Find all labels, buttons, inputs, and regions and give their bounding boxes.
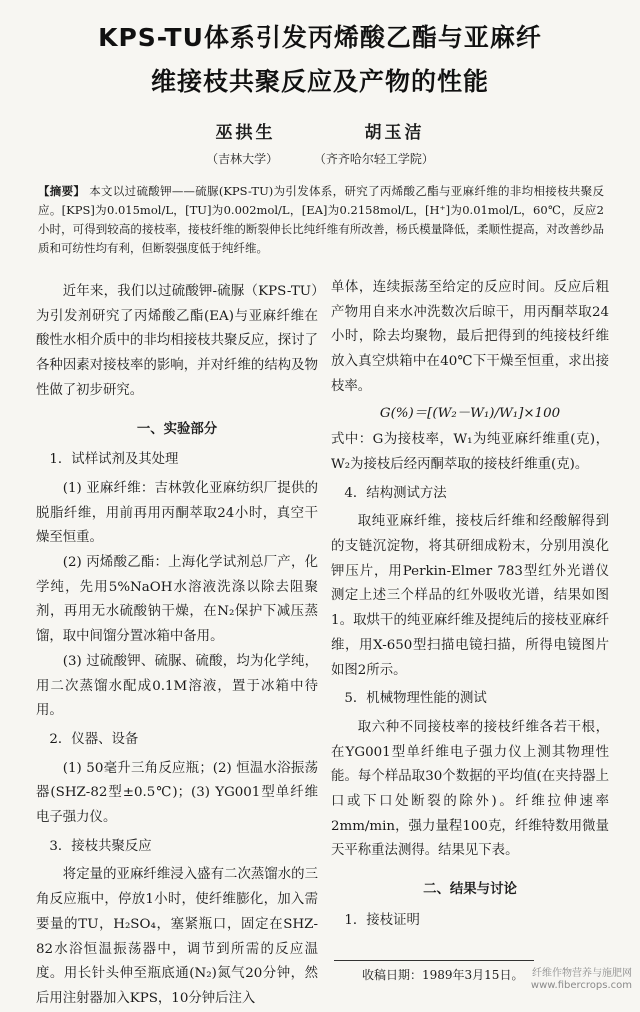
subsection-heading-5: 5．机械物理性能的测试	[344, 691, 487, 707]
watermark-line-2: www.fibercrops.com	[530, 980, 632, 991]
section-heading-results: 二、结果与讨论	[423, 882, 517, 898]
affiliation-2: （齐齐哈尔轻工学院）	[313, 152, 434, 166]
footnote-rule	[334, 960, 534, 961]
abstract-text: 本文以过硫酸钾——硫脲(KPS-TU)为引发体系，研究了丙烯酸乙酯与亚麻纤维的非均相接枝共聚反应。[KPS]为0.015mol/L，[TU]为0.002mol/L，[EA]为0.2158mol/L，[H⁺]为0.01mol/L，60℃，反应2小时，可得到较高的接枝率，接枝纤维的断裂伸长比纯纤维有所改善，杨氏模量降低，柔顺性提高，对改善纱品质和可纺性均有利，但断裂强度低于纯纤维。	[38, 184, 605, 255]
affiliation-1: （吉林大学）	[206, 152, 279, 166]
subsection-heading-6: 1．接枝证明	[344, 912, 420, 928]
paragraph-ethyl-acrylate: (2) 丙烯酸乙酯：上海化学试剂总厂产，化学纯，先用5%NaOH水溶液洗涤以除去阻聚剂，再用无水硫酸钠干燥，在N₂保护下减压蒸馏，取中间馏分置冰箱中备用。	[36, 555, 318, 645]
authors	[0, 118, 640, 143]
abstract	[38, 182, 604, 258]
formula-explanation: 式中：G为接枝率，W₁为纯亚麻纤维重(克)，W₂为接枝后经丙酮萃取的接枝纤维重(克)。	[331, 432, 609, 472]
title-line-2: 维接枝共聚反应及产物的性能	[150, 67, 489, 96]
author-1: 巫拱生	[215, 123, 276, 143]
paragraph-structure-test: 取纯亚麻纤维，接枝后纤维和经酸解得到的支链沉淀物，将其研细成粉末，分别用溴化钾压片，用Perkin-Elmer 783型红外光谱仪测定上述三个样品的红外吸收光谱，结果如图1。取烘干的纯亚麻纤维及提纯后的接枝亚麻纤维，用X-650型扫描电镜扫描，所得电镜图片如图2所示。	[331, 514, 609, 678]
subsection-heading-3: 3．接枝共聚反应	[49, 838, 152, 854]
paragraph-instruments: (1) 50毫升三角反应瓶；(2) 恒温水浴振荡器(SHZ-82型±0.5℃)；(3) YG001型单纤维电子强力仪。	[36, 760, 318, 826]
abstract-label: 【摘要】	[38, 184, 86, 198]
subsection-heading-2: 2．仪器、设备	[49, 731, 139, 747]
subsection-heading-4: 4．结构测试方法	[344, 485, 447, 501]
paragraph-mechanical-test: 取六种不同接枝率的接枝纤维各若干根，在YG001型单纤维电子强力仪上测其物理性能。每个样品取30个数据的平均值(在夹持器上口或下口处断裂的除外)。纤维拉伸速率2mm/min，强力量程100克，纤维特数用微量天平称重法测得。结果见下表。	[331, 719, 609, 859]
right-column	[331, 276, 609, 938]
subsection-heading-1: 1．试样试剂及其处理	[49, 452, 179, 468]
grafting-formula: G(%)＝[(W₂－W₁)/W₁]×100	[379, 405, 561, 421]
paragraph-continued: 单体，连续振荡至给定的反应时间。反应后粗产物用自来水冲洗数次后晾干，用丙酮萃取24小时，除去均聚物，最后把得到的纯接枝纤维放入真空烘箱中在40℃下干燥至恒重，求出接枝率。	[331, 280, 609, 394]
title-line-1: KPS-TU体系引发丙烯酸乙酯与亚麻纤	[98, 23, 542, 52]
paragraph-grafting-procedure: 将定量的亚麻纤维浸入盛有二次蒸馏水的三角反应瓶中，停放1小时，使纤维膨化，加入需要量的TU，H₂SO₄，塞紧瓶口，固定在SHZ-82水浴恒温振荡器中，调节到所需的反应温度。用长针头伸至瓶底通(N₂)氮气20分钟，然后用注射器加入KPS，10分钟后注入	[36, 867, 318, 1006]
paragraph-flax-fiber: (1) 亚麻纤维：吉林敦化亚麻纺织厂提供的脱脂纤维，用前再用丙酮萃取24小时，真空干燥至恒重。	[36, 480, 318, 546]
site-watermark	[531, 968, 632, 992]
intro-paragraph: 近年来，我们以过硫酸钾-硫脲（KPS-TU）为引发剂研究了丙烯酸乙酯(EA)与亚麻纤维在酸性水相介质中的非均相接枝共聚反应，探讨了各种因素对接枝率的影响，并对纤维的结构及物性做了初步研究。	[36, 284, 318, 398]
section-heading-experimental: 一、实验部分	[136, 421, 218, 437]
watermark-line-1: 纤维作物营养与施肥网	[532, 968, 632, 979]
left-column	[36, 280, 318, 1012]
paragraph-reagents: (3) 过硫酸钾、硫脲、硫酸，均为化学纯，用二次蒸馏水配成0.1M溶液，置于冰箱中待用。	[36, 653, 318, 719]
author-2: 胡玉洁	[364, 123, 425, 143]
affiliations	[0, 150, 640, 167]
footnote-received-date: 收稿日期：1989年3月15日。	[362, 968, 524, 982]
